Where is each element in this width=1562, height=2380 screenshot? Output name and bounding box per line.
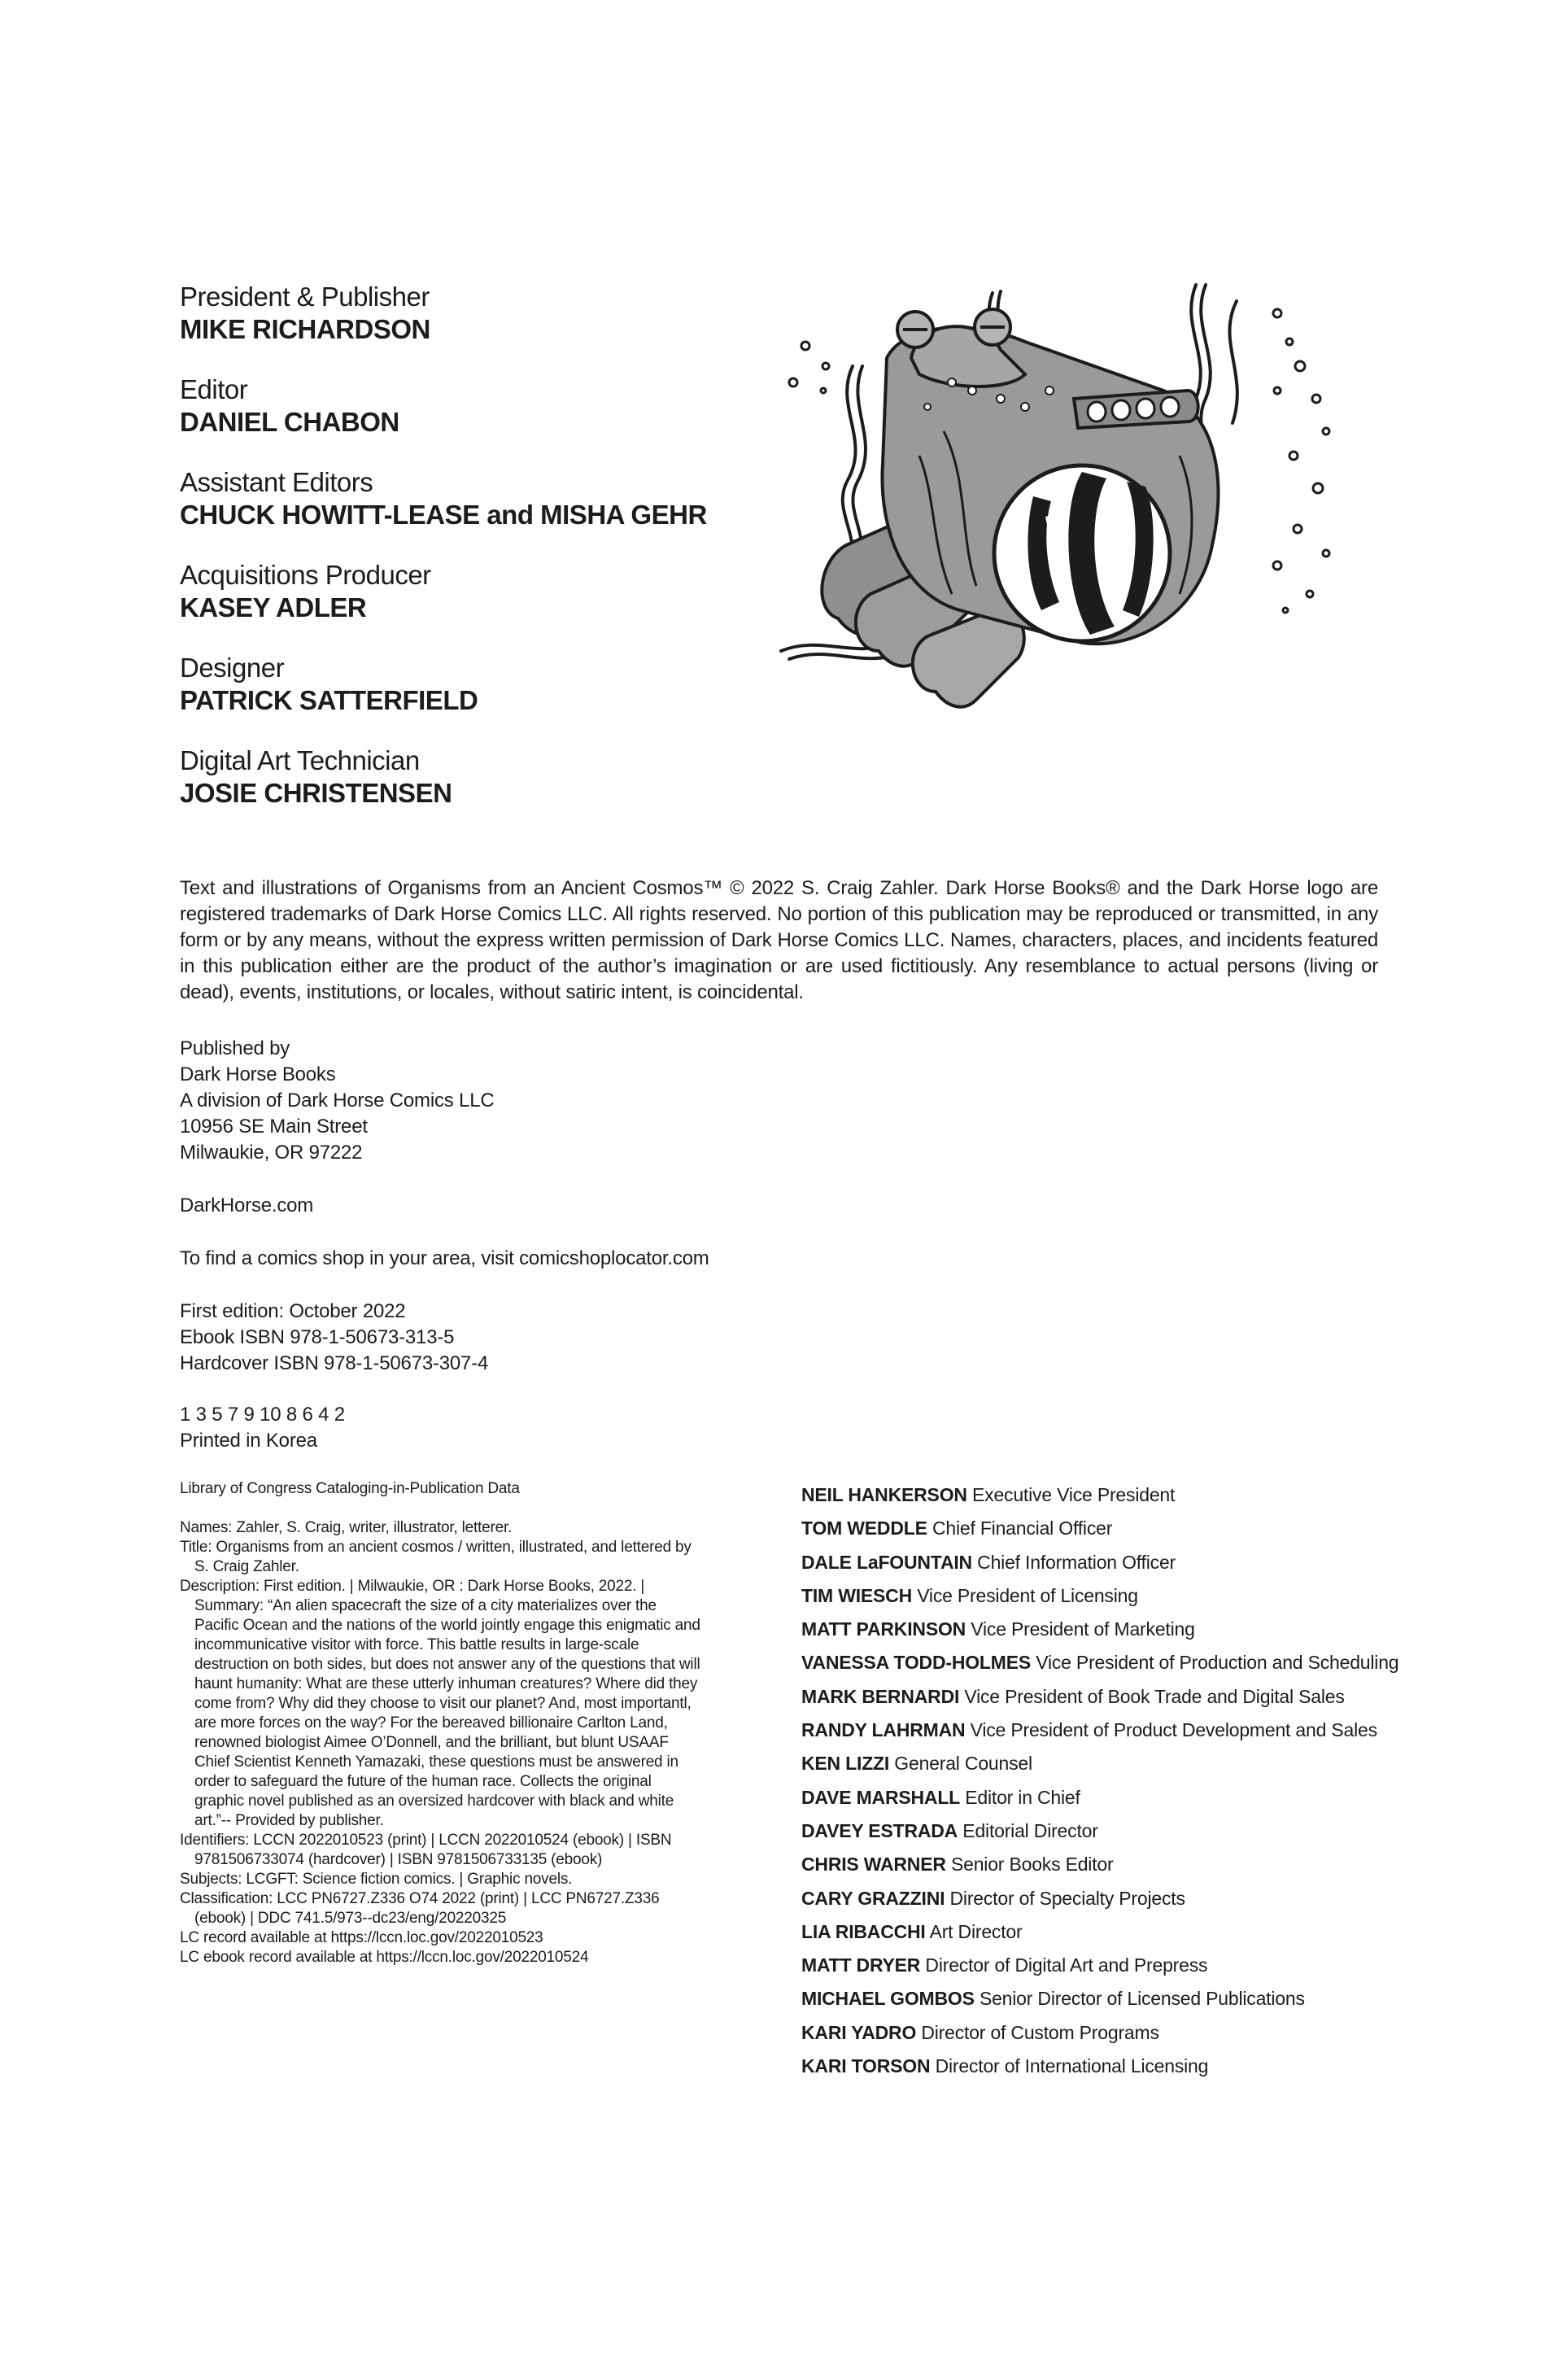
glass-dome — [994, 465, 1170, 641]
credit-role: Acquisitions Producer — [180, 560, 431, 590]
credit-name: CHUCK HOWITT-LEASE and MISHA GEHR — [180, 500, 707, 530]
credit-role: Assistant Editors — [180, 467, 373, 497]
seaweed-right-3 — [1229, 301, 1237, 423]
staff-row — [801, 1546, 1452, 1579]
printed-in: Printed in Korea — [180, 1430, 317, 1452]
publisher-city: Milwaukie, OR 97222 — [180, 1142, 363, 1164]
staff-row — [801, 1882, 1452, 1915]
cip-line: Title: Organisms from an ancient cosmos / written, illustrated, and lettered by S. Craig Zahler. — [180, 1539, 692, 1575]
staff-row — [801, 1646, 1452, 1679]
staff-name: DAVE MARSHALL — [801, 1786, 961, 1808]
staff-title: Vice President of Book Trade and Digital Sales — [964, 1685, 1345, 1707]
cip-line: Names: Zahler, S. Craig, writer, illustrator, letterer. — [180, 1519, 513, 1536]
submarine-illustration — [757, 269, 1350, 740]
credit-name: JOSIE CHRISTENSEN — [180, 778, 452, 808]
staff-name: KARI YADRO — [801, 2021, 917, 2043]
first-edition: First edition: October 2022 — [180, 1300, 406, 1322]
staff-title: Senior Director of Licensed Publications — [979, 1988, 1305, 2010]
staff-title: General Counsel — [894, 1753, 1032, 1775]
staff-name: MATT PARKINSON — [801, 1618, 966, 1640]
staff-row — [801, 1949, 1452, 1982]
cip-line: LC record available at https://lccn.loc.gov/2022010523 — [180, 1929, 543, 1946]
cip-line: Classification: LCC PN6727.Z336 O74 2022 (print) | LCC PN6727.Z336 (ebook) | DDC 741.5/973--dc23/eng/20220325 — [180, 1890, 660, 1927]
credit-name: PATRICK SATTERFIELD — [180, 685, 478, 715]
staff-name: KARI TORSON — [801, 2055, 931, 2077]
staff-row — [801, 2016, 1452, 2050]
credit-name: MIKE RICHARDSON — [180, 314, 430, 344]
legal-notice: Text and illustrations of Organisms from an Ancient Cosmos™ © 2022 S. Craig Zahler. Dark Horse Books® and the Dark Horse logo are registered trademarks of Dark Horse Comics LLC. All rights reserved. No portion of this publication may be reproduced or transmitted, in any form or by any means, without the express written permission of Dark Horse Comics LLC. Names, characters, places, and incidents featured in this publication either are the product of the author’s imagination or are used fictitiously. Any resemblance to actual persons (living or dead), events, institutions, or locales, without satiric intent, is coincidental. — [180, 877, 1378, 1003]
staff-name: RANDY LAHRMAN — [801, 1719, 966, 1741]
credit-digital-art-technician — [180, 745, 831, 810]
staff-name: DALE LaFOUNTAIN — [801, 1551, 972, 1573]
staff-name: MARK BERNARDI — [801, 1685, 960, 1707]
staff-row — [801, 1579, 1452, 1613]
edition-info — [180, 1299, 488, 1377]
staff-row — [801, 1478, 1452, 1512]
staff-row — [801, 1613, 1452, 1646]
staff-title: Vice President of Marketing — [971, 1618, 1195, 1640]
publisher-name: Dark Horse Books — [180, 1063, 336, 1085]
cip-line: Subjects: LCGFT: Science fiction comics. | Graphic novels. — [180, 1871, 573, 1888]
staff-name: NEIL HANKERSON — [801, 1484, 967, 1505]
cip-data — [180, 1479, 700, 1967]
shop-locator: To find a comics shop in your area, visit comicshoplocator.com — [180, 1247, 709, 1269]
staff-row — [801, 1781, 1452, 1814]
staff-row — [801, 1814, 1452, 1848]
staff-title: Director of Digital Art and Prepress — [925, 1954, 1208, 1976]
staff-title: Director of Specialty Projects — [949, 1887, 1185, 1909]
credit-role: President & Publisher — [180, 282, 430, 312]
credit-name: KASEY ADLER — [180, 592, 367, 622]
cip-line: Identifiers: LCCN 2022010523 (print) | LCCN 2022010524 (ebook) | ISBN 9781506733074 (hardcover) | ISBN 9781506733135 (ebook) — [180, 1832, 672, 1868]
credit-assistant-editors — [180, 466, 831, 531]
cip-title: Library of Congress Cataloging-in-Publication Data — [180, 1480, 520, 1497]
staff-title: Editorial Director — [962, 1819, 1098, 1841]
publisher-division: A division of Dark Horse Comics LLC — [180, 1090, 495, 1111]
staff-title: Director of Custom Programs — [921, 2021, 1159, 2043]
staff-name: KEN LIZZI — [801, 1753, 890, 1775]
ebook-isbn: Ebook ISBN 978-1-50673-313-5 — [180, 1326, 455, 1348]
staff-name: TOM WEDDLE — [801, 1518, 927, 1539]
staff-title: Director of International Licensing — [935, 2055, 1209, 2077]
staff-title: Executive Vice President — [972, 1484, 1176, 1505]
staff-title: Chief Financial Officer — [932, 1518, 1113, 1539]
credit-publisher — [180, 281, 831, 346]
staff-name: DAVEY ESTRADA — [801, 1819, 958, 1841]
publisher-street: 10956 SE Main Street — [180, 1116, 368, 1138]
staff-name: CARY GRAZZINI — [801, 1887, 945, 1909]
staff-title: Vice President of Product Development and Sales — [970, 1719, 1377, 1741]
staff-title: Vice President of Licensing — [917, 1584, 1138, 1606]
staff-row — [801, 1714, 1452, 1747]
staff-name: VANESSA TODD-HOLMES — [801, 1652, 1032, 1674]
credit-name: DANIEL CHABON — [180, 407, 399, 437]
staff-row — [801, 1848, 1452, 1881]
staff-row — [801, 1512, 1452, 1545]
staff-row — [801, 1915, 1452, 1949]
staff-row — [801, 2050, 1452, 2083]
cip-line: Description: First edition. | Milwaukie, OR : Dark Horse Books, 2022. | Summary: “An alien spacecraft the size of a city materializes over the Pacific Ocean and the nations of the world jointly engage this enigmatic and incommunicative visitor with force. This battle results in large-scale destruction on both sides, but does not answer any of the questions that will haunt humanity: What are these utterly inhuman creatures? Where did they come from? Why did they choose to visit our planet? And, most importantl, are more forces on the way? For the bereaved billionaire Carlton Land, renowned biologist Aimee O’Donnell, and the brilliant, but blunt USAAF Chief Scientist Kenneth Yamazaki, these questions must be answered in order to safeguard the future of the human race. Collects the original graphic novel published as an oversized hardcover with black and white art.”-- Provided by publisher. — [180, 1578, 700, 1829]
staff-title: Chief Information Officer — [977, 1551, 1176, 1573]
staff-title: Art Director — [929, 1920, 1023, 1942]
credit-designer — [180, 652, 831, 717]
credit-role: Digital Art Technician — [180, 745, 420, 775]
cip-line: LC ebook record available at https://lccn.loc.gov/2022010524 — [180, 1949, 589, 1966]
staff-title: Vice President of Production and Scheduling — [1036, 1652, 1399, 1674]
credit-role: Designer — [180, 653, 285, 683]
staff-title: Editor in Chief — [965, 1786, 1080, 1808]
staff-row — [801, 1982, 1452, 2015]
staff-title: Senior Books Editor — [950, 1854, 1114, 1876]
staff-name: CHRIS WARNER — [801, 1854, 946, 1876]
printing-numbers: 1 3 5 7 9 10 8 6 4 2 — [180, 1404, 345, 1426]
credit-acquisitions-producer — [180, 559, 831, 624]
staff-name: LIA RIBACCHI — [801, 1920, 926, 1942]
staff-list — [801, 1478, 1452, 2083]
credit-role: Editor — [180, 374, 248, 404]
credits-list — [180, 281, 831, 837]
staff-name: TIM WIESCH — [801, 1584, 912, 1606]
hardcover-isbn: Hardcover ISBN 978-1-50673-307-4 — [180, 1352, 489, 1374]
published-by-label: Published by — [180, 1037, 290, 1059]
staff-row — [801, 1747, 1452, 1780]
website: DarkHorse.com — [180, 1194, 314, 1216]
staff-row — [801, 1680, 1452, 1714]
staff-name: MICHAEL GOMBOS — [801, 1988, 975, 2010]
staff-name: MATT DRYER — [801, 1954, 921, 1976]
printing-info — [180, 1402, 345, 1454]
credit-editor — [180, 373, 831, 439]
publisher-address — [180, 1036, 494, 1166]
